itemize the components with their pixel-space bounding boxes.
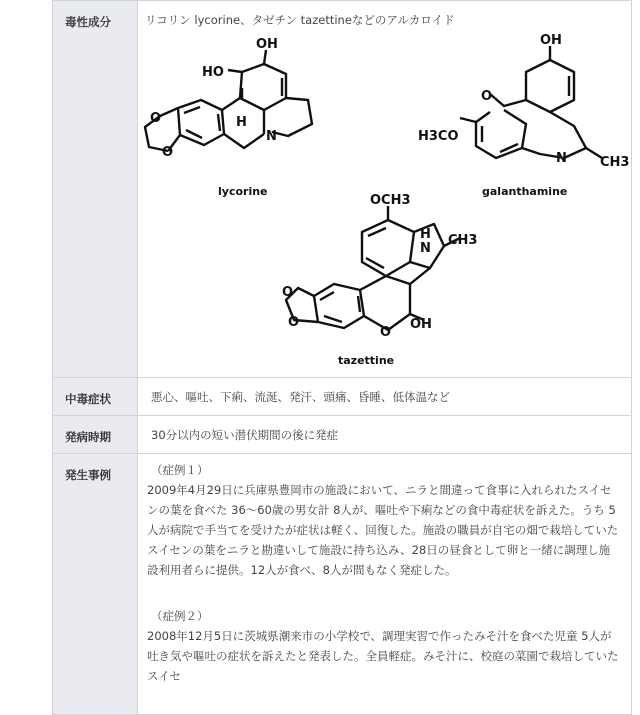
galanthamine-h3co-label: H3CO [418,129,459,144]
lycorine-h-label: H [236,115,247,130]
row-symptoms [53,378,632,416]
tazettine-ch3-label: CH3 [448,233,478,248]
lycorine-oh-label: OH [256,37,278,52]
cases-label: 発生事例 [65,468,111,482]
symptoms-text: 悪心、嘔吐、下痢、流涎、発汗、頭痛、昏睡、低体温など [151,390,450,404]
tazettine-name: tazettine [338,354,395,367]
cases-body [138,454,631,686]
toxic-components-text: リコリン lycorine、タゼチン tazettineなどのアルカロイド [145,13,455,27]
content-cell [138,416,632,454]
toxin-info-table [52,0,632,715]
onset-text: 30分以内の短い潜伏期間の後に発症 [151,428,339,442]
row-onset [53,416,632,454]
lycorine-o2-label: O [162,145,174,160]
galanthamine-ch3-label: CH3 [600,155,630,170]
chemical-structures [138,30,631,370]
tazettine-o1-label: O [282,285,294,300]
row-toxic-components [53,1,632,378]
content-cell [138,378,632,416]
row-cases [53,454,632,715]
galanthamine-name: galanthamine [482,185,568,198]
galanthamine-o-label: O [481,89,493,104]
case2-caption: （症例２） [151,609,209,623]
content-cell [138,1,632,378]
symptoms-label: 中毒症状 [65,392,111,406]
lycorine-structure [145,50,312,151]
label-cell [53,1,138,378]
label-cell [53,378,138,416]
page-margin [0,0,52,640]
case1-text: 2009年4月29日に兵庫県豊岡市の施設において、ニラと間違って食事に入れられたスイセンの葉を食べた 36～60歳の男女計 8人が、嘔吐や下痢などの食中毒症状を訴えた。うち 5人が病院で手当てを受けたが症状は軽く、回復した。施設の職員が自宅の畑で栽培していたスイセンの葉をニラと勘違いして施設に持ち込み、28日の昼食として卵と一緒に調理し施設利用者らに提供。12人が食べ、8人が間もなく発症した。 [147,483,619,577]
tazettine-n-label: N [420,241,431,256]
tazettine-o2-label: O [288,315,300,330]
case2-text: 2008年12月5日に茨城県潮来市の小学校で、調理実習で作ったみそ汁を食べた児童 5人が吐き気や嘔吐の症状を訴えたと発表した。全員軽症。みそ汁に、校庭の菜園で栽培していたスイセ [147,629,619,683]
tazettine-structure [286,206,460,330]
toxic-components-label: 毒性成分 [65,15,111,29]
tazettine-och3-label: OCH3 [370,193,411,208]
structure-diagrams [138,30,632,370]
lycorine-ho-label: HO [202,65,224,80]
content-cell [138,454,632,715]
label-cell [53,454,138,715]
label-cell [53,416,138,454]
tazettine-oh-label: OH [410,317,432,332]
galanthamine-oh-label: OH [540,33,562,48]
lycorine-name: lycorine [218,185,268,198]
lycorine-o1-label: O [150,111,162,126]
galanthamine-n-label: N [556,151,567,166]
onset-label: 発病時期 [65,430,111,444]
lycorine-n-label: N [266,129,277,144]
case1-caption: （症例１） [151,463,209,477]
tazettine-h-label: H [420,227,431,242]
tazettine-o-label: O [380,325,392,340]
